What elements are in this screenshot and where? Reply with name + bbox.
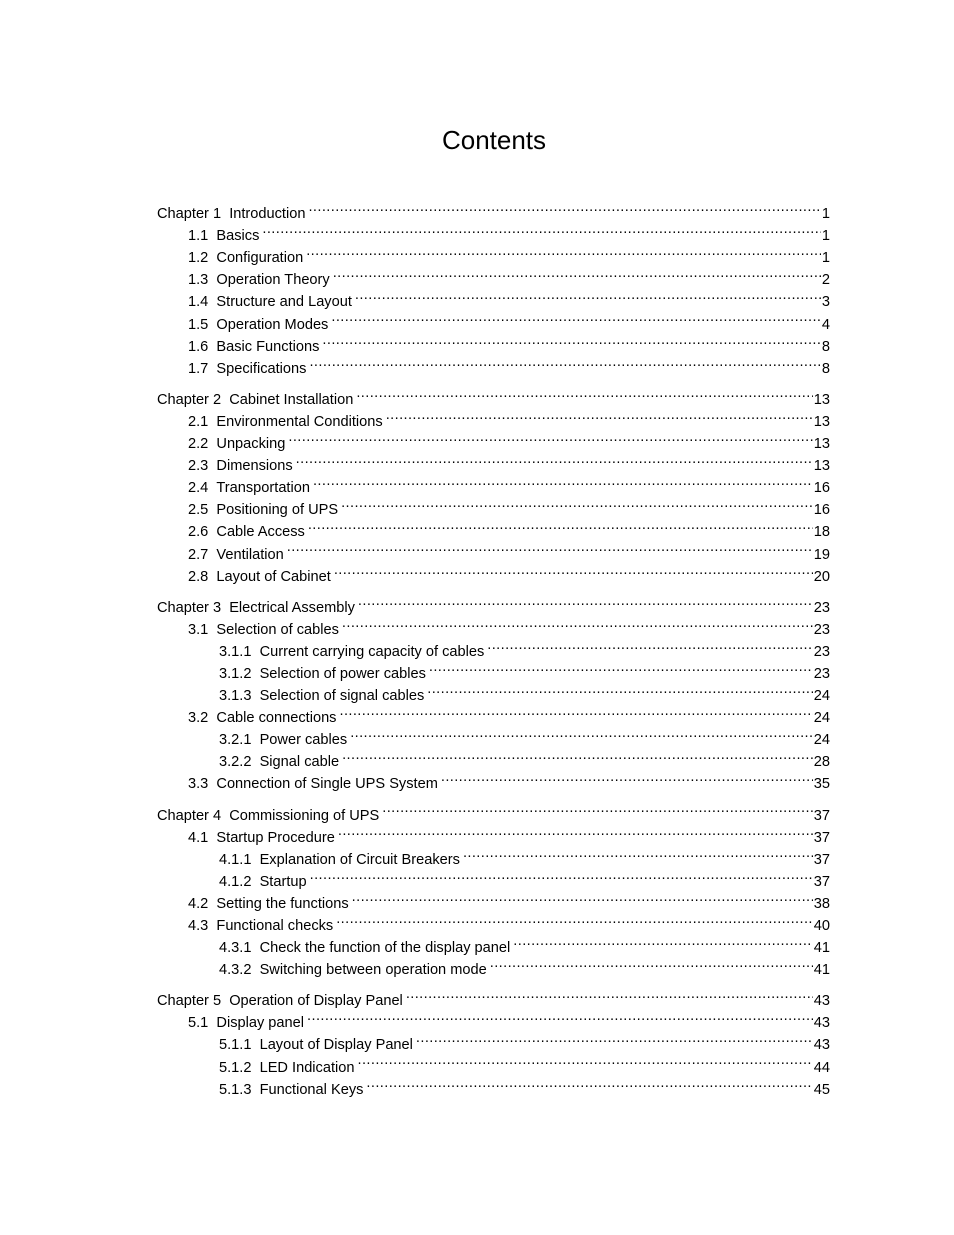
toc-dot-leader (513, 930, 812, 952)
toc-entry-title: Positioning of UPS (216, 502, 339, 519)
toc-dot-leader (308, 196, 820, 218)
toc-entry-number: Chapter 4 (157, 807, 222, 824)
toc-dot-leader (308, 514, 813, 536)
toc-entry-number: 2.3 (188, 458, 209, 475)
toc-entry-title: Layout of Cabinet (216, 568, 331, 585)
toc-entry-number: 4.2 (188, 895, 209, 912)
toc-dot-leader (333, 262, 821, 284)
toc-entry-title: Startup Procedure (216, 829, 335, 846)
toc-entry-number: 1.7 (188, 360, 209, 377)
toc-entry-number: 1.1 (188, 228, 209, 245)
toc-entry-page: 37 (813, 807, 830, 824)
toc-dot-leader (338, 820, 813, 842)
toc-entry-title: Power cables (259, 732, 348, 749)
toc-entry-page: 13 (813, 391, 830, 408)
toc-entry-number: 3.3 (188, 776, 209, 793)
toc-entry-number: 3.2 (188, 710, 209, 727)
toc-entry-title: Configuration (216, 250, 304, 267)
toc-entry-title: Connection of Single UPS System (216, 776, 438, 793)
toc-entry-page: 4 (821, 316, 830, 333)
toc-entry-page: 38 (813, 895, 830, 912)
toc-entry-page: 8 (821, 338, 830, 355)
toc-entry-page: 41 (813, 962, 830, 979)
toc-entry-page: 40 (813, 918, 830, 934)
toc-dot-leader (336, 908, 813, 930)
toc-entry-title: Layout of Display Panel (259, 1037, 413, 1054)
toc-entry-number: 3.1 (188, 621, 209, 638)
toc-entry-title: Selection of signal cables (259, 688, 425, 705)
toc-dot-leader (334, 559, 813, 581)
toc-chapter-entry[interactable] (157, 196, 830, 223)
toc-dot-leader (262, 218, 820, 240)
toc-entry-title: Structure and Layout (216, 294, 352, 311)
toc-entry-page: 45 (813, 1081, 830, 1098)
toc-entry-title: Basic Functions (216, 338, 320, 355)
toc-entry-page: 13 (813, 436, 830, 453)
toc-dot-leader (313, 470, 813, 492)
toc-entry-title: Operation Modes (216, 316, 329, 333)
toc-entry-number: 4.3.2 (219, 962, 252, 979)
toc-dot-leader (429, 656, 813, 678)
toc-entry-title: Commissioning of UPS (229, 807, 380, 824)
toc-entry-number: 1.6 (188, 338, 209, 355)
toc-entry-page: 18 (813, 524, 830, 541)
toc-entry-number: 3.2.2 (219, 754, 252, 771)
toc-dot-leader (287, 536, 813, 558)
toc-entry-number: Chapter 3 (157, 599, 222, 616)
toc-entry-number: 2.6 (188, 524, 209, 541)
toc-entry-number: 4.3 (188, 918, 209, 934)
toc-entry-page: 23 (813, 643, 830, 660)
toc-entry-page: 41 (813, 940, 830, 957)
toc-entry-number: 1.3 (188, 272, 209, 289)
toc-entry-title: Functional checks (216, 918, 334, 934)
toc-entry-title: Unpacking (216, 436, 286, 453)
toc-dot-leader (406, 983, 813, 1005)
toc-entry-page: 3 (821, 294, 830, 311)
toc-dot-leader (382, 797, 813, 819)
toc-entry-title: Selection of cables (216, 621, 339, 638)
toc-dot-leader (441, 766, 813, 788)
toc-entry-page: 24 (813, 688, 830, 705)
toc-entry-title: LED Indication (259, 1059, 355, 1076)
toc-dot-leader (331, 306, 821, 328)
toc-entry-title: Cable Access (216, 524, 305, 541)
toc-dot-leader (342, 612, 813, 634)
toc-dot-leader (487, 634, 813, 656)
toc-dot-leader (358, 590, 813, 612)
toc-dot-leader (339, 700, 812, 722)
toc-dot-leader (352, 886, 813, 908)
toc-entry-page: 2 (821, 272, 830, 289)
toc-entry-page: 43 (813, 1015, 830, 1032)
toc-entry-title: Cabinet Installation (229, 391, 354, 408)
toc-entry-number: 1.2 (188, 250, 209, 267)
toc-entry-number: 5.1.1 (219, 1037, 252, 1054)
toc-entry-title: Explanation of Circuit Breakers (259, 851, 460, 868)
toc-entry-title: Current carrying capacity of cables (259, 643, 485, 660)
toc-dot-leader (427, 678, 813, 700)
toc-dot-leader (356, 382, 812, 404)
toc-entry-page: 1 (821, 250, 830, 267)
toc-entry-number: 4.3.1 (219, 940, 252, 957)
toc-entry-page: 23 (813, 665, 830, 682)
toc-entry-page: 13 (813, 413, 830, 430)
toc-entry-number: 3.1.3 (219, 688, 252, 705)
toc-entry-number: Chapter 1 (157, 206, 222, 223)
toc-entry-number: 5.1.3 (219, 1081, 252, 1098)
toc-entry-page: 43 (813, 1037, 830, 1054)
toc-entry-number: 4.1 (188, 829, 209, 846)
toc-entry-page: 13 (813, 458, 830, 475)
toc-section (157, 590, 830, 793)
toc-dot-leader (322, 329, 820, 351)
table-of-contents (157, 196, 830, 1098)
toc-entry-page: 37 (813, 873, 830, 890)
toc-dot-leader (416, 1027, 813, 1049)
toc-entry-title: Startup (259, 873, 307, 890)
toc-entry-page: 20 (813, 568, 830, 585)
toc-entry-number: 1.5 (188, 316, 209, 333)
toc-entry-page: 37 (813, 829, 830, 846)
toc-entry-page: 44 (813, 1059, 830, 1076)
toc-entry-number: 2.1 (188, 413, 209, 430)
toc-entry-number: 2.4 (188, 480, 209, 497)
toc-dot-leader (490, 952, 813, 974)
toc-entry-title: Electrical Assembly (229, 599, 355, 616)
toc-entry-title: Transportation (216, 480, 310, 497)
toc-dot-leader (341, 492, 813, 514)
toc-entry-number: 5.1 (188, 1015, 209, 1032)
toc-entry-number: 4.1.2 (219, 873, 252, 890)
toc-entry-page: 16 (813, 480, 830, 497)
toc-entry-title: Ventilation (216, 546, 284, 563)
toc-dot-leader (366, 1072, 812, 1094)
toc-entry-number: 2.2 (188, 436, 209, 453)
toc-dot-leader (350, 722, 813, 744)
toc-entry-number: Chapter 5 (157, 993, 222, 1010)
toc-entry-title: Setting the functions (216, 895, 349, 912)
toc-entry-title: Operation Theory (216, 272, 330, 289)
toc-entry-page: 37 (813, 851, 830, 868)
toc-entry-number: Chapter 2 (157, 391, 222, 408)
toc-dot-leader (306, 240, 821, 262)
toc-entry-title: Check the function of the display panel (259, 940, 511, 957)
toc-dot-leader (309, 351, 820, 373)
toc-dot-leader (358, 1049, 813, 1071)
toc-chapter-entry[interactable] (157, 590, 830, 616)
toc-entry-number: 5.1.2 (219, 1059, 252, 1076)
toc-entry-page: 23 (813, 621, 830, 638)
toc-section (157, 983, 830, 1098)
toc-entry-title: Specifications (216, 360, 307, 377)
toc-dot-leader (307, 1005, 813, 1027)
toc-entry-page: 8 (821, 360, 830, 377)
toc-entry-number: 3.1.1 (219, 643, 252, 660)
toc-entry-title: Basics (216, 228, 260, 245)
toc-entry-title: Switching between operation mode (259, 962, 487, 979)
toc-dot-leader (310, 864, 813, 886)
toc-entry-page: 24 (813, 732, 830, 749)
toc-entry-number: 1.4 (188, 294, 209, 311)
toc-section (157, 797, 830, 979)
toc-chapter-entry[interactable] (157, 797, 830, 824)
toc-entry-number: 2.5 (188, 502, 209, 519)
toc-dot-leader (342, 744, 813, 766)
toc-entry-page: 23 (813, 599, 830, 616)
toc-entry-title: Signal cable (259, 754, 340, 771)
toc-entry-page: 1 (821, 228, 830, 245)
toc-entry-title: Selection of power cables (259, 665, 426, 682)
toc-entry-page: 1 (821, 206, 830, 223)
toc-entry-title: Introduction (229, 206, 306, 223)
toc-chapter-entry[interactable] (157, 382, 830, 408)
toc-entry-title: Operation of Display Panel (229, 993, 403, 1010)
toc-entry-number: 2.7 (188, 546, 209, 563)
toc-entry-page: 24 (813, 710, 830, 727)
toc-dot-leader (463, 842, 813, 864)
toc-dot-leader (288, 426, 812, 448)
toc-entry-title: Functional Keys (259, 1081, 364, 1098)
toc-entry-number: 3.2.1 (219, 732, 252, 749)
toc-section (157, 196, 830, 377)
toc-entry-number: 4.1.1 (219, 851, 252, 868)
toc-entry-page: 16 (813, 502, 830, 519)
toc-entry-title: Dimensions (216, 458, 293, 475)
toc-entry-number: 2.8 (188, 568, 209, 585)
toc-entry-title: Cable connections (216, 710, 337, 727)
toc-entry-page: 19 (813, 546, 830, 563)
page-title: Contents (441, 125, 547, 155)
toc-entry-number: 3.1.2 (219, 665, 252, 682)
toc-dot-leader (386, 404, 813, 426)
toc-entry-title: Display panel (216, 1015, 305, 1032)
toc-entry-page: 35 (813, 776, 830, 793)
toc-entry-title: Environmental Conditions (216, 413, 383, 430)
toc-section (157, 382, 830, 585)
toc-dot-leader (355, 284, 821, 306)
toc-chapter-entry[interactable] (157, 983, 830, 1010)
toc-dot-leader (296, 448, 813, 470)
toc-entry-page: 43 (813, 993, 830, 1010)
toc-entry-page: 28 (813, 754, 830, 771)
